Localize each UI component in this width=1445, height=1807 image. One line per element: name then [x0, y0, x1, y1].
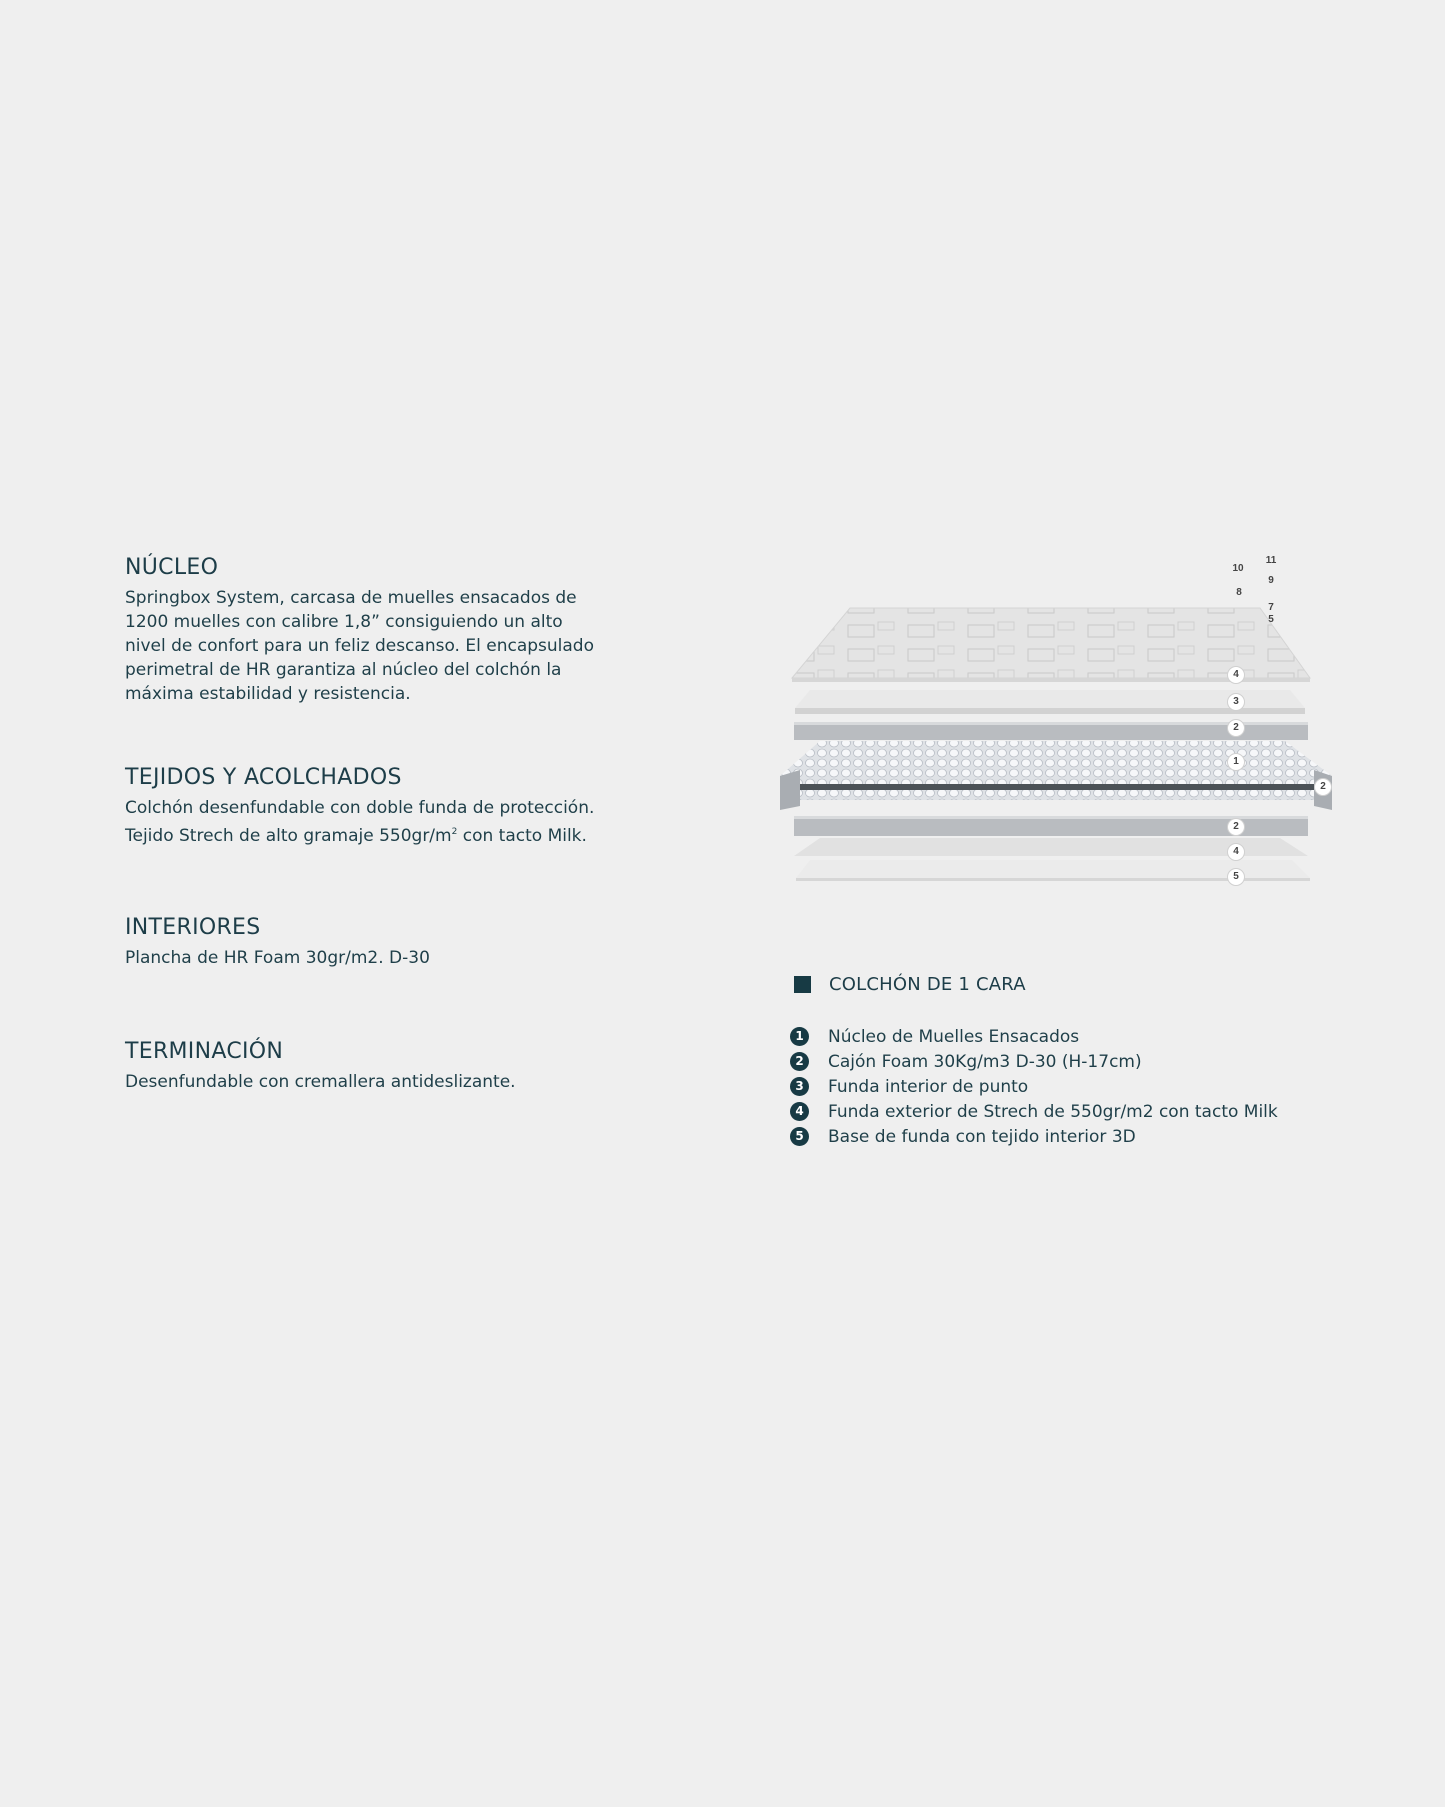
layer-tag: 3: [1227, 693, 1245, 711]
spec-text: Desenfundable con cremallera antideslizante.: [125, 1072, 516, 1092]
legend-item: [790, 1024, 1278, 1049]
layer-tag: 4: [1227, 666, 1245, 684]
layer-tag: 10: [1232, 563, 1244, 574]
legend-list: [790, 1024, 1278, 1149]
spec-nucleo: [125, 555, 645, 706]
legend-title-text: COLCHÓN DE 1 CARA: [829, 974, 1026, 995]
legend-item-text: Cajón Foam 30Kg/m3 D-30 (H-17cm): [828, 1051, 1142, 1072]
spec-title: TEJIDOS Y ACOLCHADOS: [125, 765, 402, 790]
number-badge-icon: 2: [790, 1052, 809, 1071]
legend-item-text: Funda exterior de Strech de 550gr/m2 con tacto Milk: [828, 1101, 1278, 1122]
mattress-layers-drawing: [780, 548, 1340, 888]
spec-text: Colchón desenfundable con doble funda de protección. Tejido Strech de alto gramaje $550gr/m^2$ con tacto Milk.: [125, 798, 595, 846]
number-badge-icon: 1: [790, 1027, 809, 1046]
legend-item-text: Base de funda con tejido interior 3D: [828, 1126, 1136, 1147]
spec-title: TERMINACIÓN: [125, 1039, 284, 1064]
square-icon: [794, 976, 811, 993]
spec-tejidos: [125, 765, 645, 848]
layer-tag: 5: [1268, 614, 1274, 625]
spec-text: Plancha de HR Foam 30gr/m2. D-30: [125, 948, 430, 968]
layer-tag: 11: [1265, 555, 1277, 566]
legend-item-text: Núcleo de Muelles Ensacados: [828, 1026, 1080, 1047]
spec-interiores: [125, 915, 645, 970]
legend-item-text: Funda interior de punto: [828, 1076, 1029, 1097]
legend-item: [790, 1074, 1278, 1099]
layer-tag: 4: [1227, 843, 1245, 861]
layer-tag: 2: [1227, 719, 1245, 737]
layer-tag: 2: [1314, 778, 1332, 796]
spec-text: Springbox System, carcasa de muelles ensacados de 1200 muelles con calibre 1,8” consiguiendo un alto nivel de confort para un feliz descanso. El encapsulado perimetral de HR garantiza al núcleo del colchón la máxima estabilidad y resistencia.: [125, 588, 594, 704]
layer-tag: 7: [1268, 602, 1274, 613]
legend-item: [790, 1049, 1278, 1074]
layer-tag: 1: [1227, 753, 1245, 771]
layer-tag: 9: [1268, 575, 1274, 586]
layer-tag: 5: [1227, 868, 1245, 886]
legend-title: [794, 974, 1026, 995]
mattress-layers-illustration: [780, 548, 1340, 888]
number-badge-icon: 3: [790, 1077, 809, 1096]
number-badge-icon: 5: [790, 1127, 809, 1146]
number-badge-icon: 4: [790, 1102, 809, 1121]
spec-title: INTERIORES: [125, 915, 261, 940]
layer-tag: 2: [1227, 818, 1245, 836]
legend-item: [790, 1099, 1278, 1124]
layer-tag: 8: [1236, 587, 1242, 598]
spec-title: NÚCLEO: [125, 555, 219, 580]
spec-terminacion: [125, 1039, 645, 1094]
legend-item: [790, 1124, 1278, 1149]
